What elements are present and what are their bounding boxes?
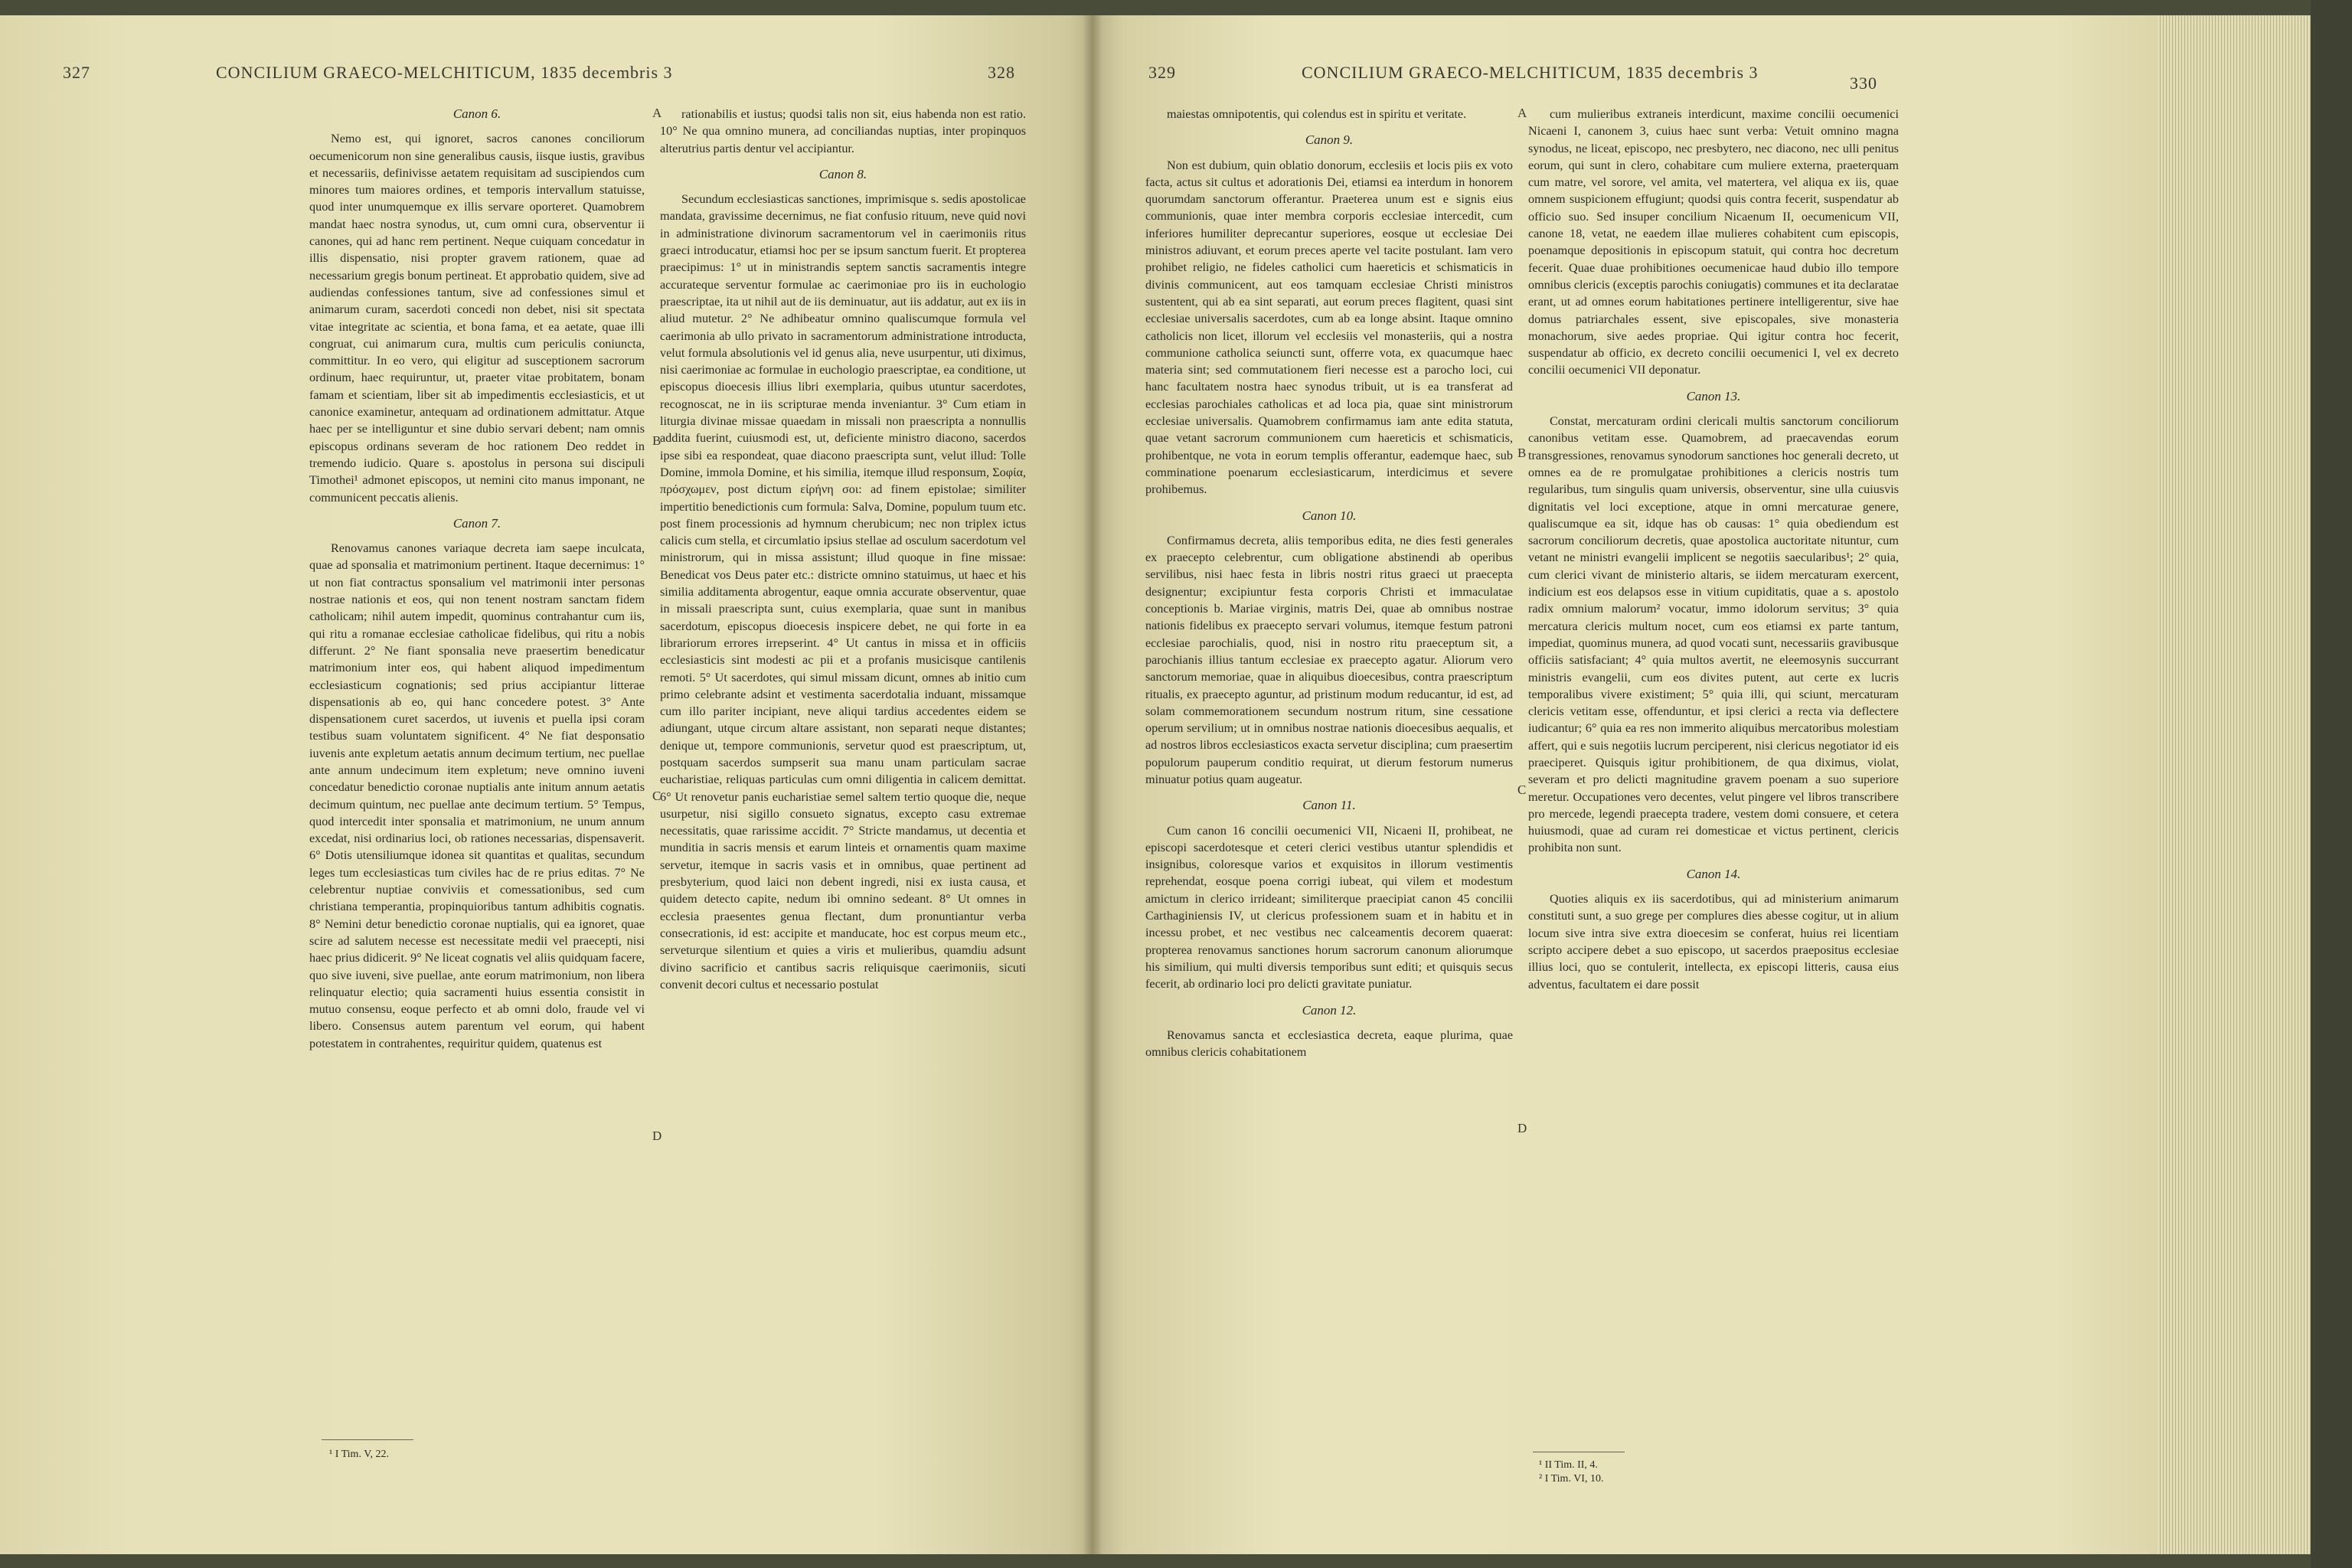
right-page-column-1 [1145,106,1513,1060]
margin-letter-b: B [1517,446,1527,460]
canon-paragraph: Confirmamus decreta, aliis temporibus edita, ne dies festi generales ex praecepto celebrentur, cum obligatione abstinendi ab operibus servilibus, nisi haec festa in libris nostri ritus graeci ut praecepta designentur; excipiuntur festa corporis Christi et immaculatae conceptionis b. Mariae virginis, matris Dei, quae ab omnibus nostrae nationis fidelibus ex praecepto servari volumus, itemque festum patroni ecclesiae parochialis, quod, nisi in nostro ritu praeceptum sit, a parochianis illius tantum ecclesiae ex praecepto agatur. Aliorum vero sanctorum memoriae, quae in aliquibus dioecesibus, contra praescriptum ritualis, ex praecepto aguntur, ad pristinum modum reducantur, id est, ad solam commemorationem secundum nostrum ritum, sine cessatione operum servilium; ut in omnibus nostrae nationis dioecesibus aequalis, et ad nostros libros ecclesiasticos exacta servetur disciplina; cum praesertim populorum pauperum conditio requirat, ut dierum festorum numerus minuatur potius quam augeatur. [1145,533,1513,786]
margin-letter-d: D [1517,1121,1527,1135]
margin-letter-a: A [1517,106,1527,120]
margin-letter-b: B [652,433,662,448]
canon-paragraph: cum mulieribus extraneis interdicunt, maxime concilii oecumenici Nicaeni I, canonem 3, cuius haec sunt verba: Vetuit omnino magna synodus, ne liceat, episcopo, nec presbytero, nec diacono, nec ulli penitus eorum, qui sunt in clero, cohabitare cum muliere externa, praeterquam cum matre, vel sorore, vel amita, vel matertera, vel aliqua ex iis, quae omnem suspicionem effugiunt; quodsi quis contra fecerit, suspendatur ab officio suo. Sed insuper concilium Nicaenum II, oecumenicum VII, canone 18, vetat, ne eaedem illae mulieres cohabitent cum episcopis, poenamque depositionis in episcopum statuit, qui contra hoc decretum fecerit. Quae duae prohibitiones oecumenicae haud dubio illo tempore omnibus clericis (exceptis parochis coniugatis) communes et ita declaratae erant, ut ad omnes eorum habitationes pertinere intelligerentur, sive hae domus patriarchales essent, sive episcopales, sive monasteria monachorum, sive aedes propriae. Qui igitur contra hoc fecerit, suspendatur ab officio, ex decreto concilii oecumenici I, vel ex decreto concilii oecumenici VII deponatur. [1528,107,1899,377]
footnote-rule [322,1439,413,1440]
canon-heading: Canon 8. [818,166,867,181]
canon-heading: Canon 10. [1302,508,1357,523]
canon-paragraph: Nemo est, qui ignoret, sacros canones conciliorum oecumenicorum non sine generalibus causis, iisque iustis, gravibus et necessariis, definivisse aetatem requisitam ad suscipiendos cum minores tum maiores ordines, et temporis intervallum statuisse, quod inter unumquemque ex illis servare oporteret. Quamobrem mandat haec nostra synodus, ut, cum omni cura, observentur ii canones, qui ad hanc rem pertinent. Neque cuiquam concedatur in illis dispensatio, nisi propter gravem rationem, quae ad necessarium gregis bonum pertineat. Et approbatio quidem, sive ad audiendas confessiones tantum, sive ad confessiones simul et animarum curam, sacerdoti concedi non debet, nisi sit spectata vitae integritate ac scientia, et bona fama, et ea aetate, quae illi congruat, cui animarum cura, multis cum periculis coniuncta, committitur. In eo vero, qui eligitur ad susceptionem sacrorum ordinum, haec requiruntur, ut, praeter vitae probitatem, bonam famam et scientiam, liber sit ab impedimentis ecclesiasticis, et ut canonice examinetur, antequam ad ordinationem admittatur. Atque haec per se intelliguntur et sine dubio servari debent; nam omnis episcopus ordinans severam de hoc rationem Deo reddet in tremendo iudicio. Quare s. apostolus in persona sui discipuli Timothei¹ admonet episcopos, ut nemini cito manus imponant, ne communicent peccatis alienis. [309,132,645,505]
footnote: ¹ I Tim. V, 22. [329,1449,389,1460]
page-number-330: 330 [1850,74,1877,93]
running-title: CONCILIUM GRAECO-MELCHITICUM, 1835 decembris 3 [1302,63,1759,82]
canon-paragraph: Renovamus canones variaque decreta iam saepe inculcata, quae ad sponsalia et matrimonium pertinent. Itaque decernimus: 1° ut non fiat contractus sponsalium vel matrimonii inter personas nostrae nationis et eos, qui non tenent nostram sanctam fidem catholicam; nihil autem impedit, quominus contrahantur cum iis, qui ritu a romanae ecclesiae catholicae fidelibus, qui ritu a nobis differunt. 2° Ne fiant sponsalia neve praesertim benedicatur matrimonium inter eos, qui habent aliquod impedimentum ecclesiasticum cognationis; sed prius accipiantur litterae dispensationis ab eo, qui hanc concedere potest. 3° Ante dispensationem curet sacerdos, ut iuvenis et puella ipsi coram testibus suam voluntatem significent. 4° Ne fiat desponsatio iuvenis ante expletum aetatis annum decimum tertium, nec puellae ante annum undecimum item expletum; neve omnino iuveni concedatur benedictio coronae nuptialis ante initum annum aetatis decimum quintum, nec puellae ante decimum tertium. 5° Tempus, quod intercedit inter sponsalia et matrimonium, ne unum annum excedat, nisi ordinarius loci, ob rationes necessarias, dispensaverit. 6° Dotis utensiliumque idonea sit quantitas et qualitas, secundum leges tum ecclesiasticas tum civiles hac de re prius editas. 7° Ne celebrentur nuptiae conviviis et comessationibus, sed cum christiana temperantia, propinquioribus tantum adhibitis cognatis. 8° Nemini detur benedictio coronae nuptialis, qui ea ignoret, quae scire ad salutem necesse est necessitate medii vel praecepti, nisi haec prius didicerit. 9° Ne liceat cognatis vel aliis quidquam facere, quo sive iuveni, sive puellae, ante eorum matrimonium, non libera relinquatur electio; quia sacramenti huius essentia consistit in mutuo consensu, eoque perfecto et ab omni dolo, fraude vel vi libero. Consensus autem parentum vel eorum, qui habent potestatem in contrahentes, requiritur quidem, quatenus est [309,541,645,1050]
margin-letter-d: D [652,1129,662,1143]
canon-paragraph: Secundum ecclesiasticas sanctiones, imprimisque s. sedis apostolicae mandata, gravissime decernimus, ne fiat confusio rituum, neve quid novi in administratione divinorum sacramentorum vel in caerimoniis ritus graeci introducatur, etiamsi hoc per se ipsum sanctum fuerit. Et propterea praecipimus: 1° ut in ministrandis septem sanctis sacramentis integre accurateque serventur formulae ac caerimoniae pro iis in euchologio praescriptae, ita ut nihil aut de iis deminuatur, aut iis addatur, aut ex iis in aliud mutetur. 2° Ne adhibeatur omnino qualiscumque formula vel caerimonia ab ullo privato in sacramentorum administratione introducta, velut formula absolutionis vel id genus alia, neve usurpentur, uti diximus, nisi caerimoniae ac formulae in euchologio praescriptae, ea conditione, ut episcopus dioecesis illius libri exemplaria, quibus utuntur sacerdotes, recognoscat, ne in iis scripturae menda inveniantur. 3° Cum etiam in liturgia divinae missae quaedam in missali non praescripta a nonnullis addita fuerint, cuiusmodi est, ut, deficiente ministro diacono, sacerdos ipse sibi ea respondeat, quae diacono praescripta sunt, velut illud: Tolle Domine, immola Domine, et his similia, itemque illud responsum, Σοφία, πρόσχωμεν, post dictum εἰρήνη σοι: ad finem epistolae; similiter impertitio benedictionis cum formula: Salva, Domine, populum tuum etc. post finem processionis ad hymnum cherubicum; nec non triplex ictus calicis cum stella, et circumlatio ipsius stellae ad osculum sacerdotum vel ministrorum, qui in missa assistunt; illud quoque in fine missae: Benedicat vos Deus pater etc.: districte omnino statuimus, ut haec et his similia additamenta abrogentur, eaque omnia accurate observentur, quae in missali praescripta sunt, cuius exemplaria, quae sunt in manibus sacerdotum, episcopus dioecesis inspicere debet, ne qui forte in ea librariorum errores irrepserint. 4° Ut cantus in missa et in officiis ecclesiasticis sint modesti ac pii et a profanis musicisque cantilenis remoti. 5° Ut sacerdotes, qui simul missam dicunt, omnes ab initio cum primo celebrante adsint et vestimenta sacerdotalia induant, missamque cum illo pariter incipiant, neve aliqui tardius accedentes eidem se adiungant, utque circum altare assistant, non separati neque distantes; denique ut, tempore communionis, servetur quod est praescriptum, ut, postquam sacerdos sumpserit sua manu unam particulam sacrae eucharistiae, reliquas particulas cum omni diligentia in calicem demittat. 6° Ut renovetur panis eucharistiae semel saltem tertio quoque die, neque usurpetur, nisi sigillo consueto signatus, excepto casu extremae necessitatis, quae rarissime accidit. 7° Stricte mandamus, ut decentia et munditia in sacris mensis et earum linteis et ornamentis quam maxime servetur, itemque in sacris vasis et in omnibus, quae pertinent ad presbyterium, quod laici non debent ingredi, nisi ex iusta causa, et quidem detecto capite, nedum ibi omnino sedeant. 8° Ut omnes in ecclesia praesentes genua flectant, dum pronuntiantur verba consecrationis, id est: accipite et manducate, hoc est corpus meum etc., serveturque silentium et quies a viris et mulieribus, quamdiu adsunt divino sacrificio et cantibus sacris reliquisque caerimoniis, sicuti convenit decori cultus et necessario postulat [660,192,1026,991]
canon-heading: Canon 11. [1302,798,1356,813]
page-number-327: 327 [63,63,90,82]
margin-letter-c: C [1517,782,1527,797]
canon-heading: Canon 12. [1302,1002,1357,1018]
margin-letter-c: C [652,789,662,803]
page-number-328: 328 [988,63,1015,82]
page-edges [2158,15,2311,1554]
left-page-column-2 [660,106,1026,993]
canon-heading: Canon 9. [1305,132,1354,148]
footnote: ¹ II Tim. II, 4. [1539,1459,1598,1471]
page-number-329: 329 [1148,63,1176,82]
running-title: CONCILIUM GRAECO-MELCHITICUM, 1835 decembris 3 [216,63,673,82]
right-page-column-2 [1528,106,1899,993]
canon-paragraph: Renovamus sancta et ecclesiastica decreta, eaque plurima, quae omnibus clericis cohabitationem [1145,1027,1513,1060]
footnote: ² I Tim. VI, 10. [1539,1473,1604,1485]
canon-paragraph: Quoties aliquis ex iis sacerdotibus, qui ad ministerium animarum constituti sunt, a suo grege per complures dies abesse cogitur, ut in alium locum sive intra sive extra dioecesim se conferat, huius rei licentiam scripto accipere debet a suo episcopo, ut sacerdos praepositus ecclesiae illius loci, quo se contulerit, intellecta, ex episcopi litteris, causa eius adventus, facultatem ei dare possit [1528,892,1899,991]
canon-paragraph: maiestas omnipotentis, qui colendus est in spiritu et veritate. [1167,107,1467,121]
canon-paragraph: Constat, mercaturam ordini clericali multis sanctorum conciliorum canonibus vetitam esse. Quamobrem, ad praecavendas eorum transgressiones, renovamus synodorum sanctiones hoc generali decreto, ut omnes ea de re promulgatae prohibitiones a clericis nostris tum regularibus, tum singulis quam universis, observentur, sine ulla cuiusvis dignitatis vel loci exceptione, atque in omni mercaturae genere, qualiscumque ea sit, idque has ob causas: 1° quia obediendum est sacrorum conciliorum decretis, quae apostolica auctoritate nituntur, cum vetant ne ministri evangelii implicent se negotiis saecularibus¹; 2° quia, cum clerici vivant de ministerio altaris, se iidem mercaturam exercent, indicium est eos delapsos esse in vitium cupiditatis, quae a s. apostolo radix omnium malorum² vocatur, immo idolorum servitus; 3° quia mercatura clericis multum nocet, cum eos etiamsi ex parte tantum, impediat, quominus munera, ad quod vocati sunt, necessariis gravibusque officiis satisfaciant; 4° quia multos avertit, ne eleemosynis succurrant ministris evangelii, cum eos divites putent, aut certe ex lucris temporalibus vivere existiment; 5° quia illi, qui sciunt, mercaturam clericis vetitam esse, offenduntur, et ipsi clerici a recta via deflectere iudicantur; 6° quia ea res non immerito aliquibus mercatoribus molestiam affert, qui e suis negotiis lucrum perciperent, nisi clericus negotiator id eis praeciperet. Quisquis igitur prohibitionem, de qua diximus, violat, severam et pro delicti magnitudine gravem poenam a suo superiore meretur. Occupationes vero decentes, velut pingere vel libros transcribere pro mercede, legendi praecepta tradere, vestem domi consuere, et cetera huiusmodi, quae ad curam rei domesticae et victus pertinent, clericis prohibita non sunt. [1528,414,1899,855]
canon-heading: Canon 14. [1686,866,1741,881]
book-gutter [1083,15,1102,1554]
left-page-column-1 [309,106,645,1052]
canon-paragraph: Cum canon 16 concilii oecumenici VII, Nicaeni II, prohibeat, ne episcopi sacerdotesque et ceteri clerici vestibus utantur splendidis et insignibus, coloresque varios et exquisitos in illorum vestimentis reprehendat, eosque poena corrigi iubeat, qui vilem et modestum amictum in clerico irrideant; similiterque praecipiat canon 45 concilii Carthaginiensis IV, ut clericus professionem suam et in habitu et in incessu probet, et nec vestibus nec calceamentis decorem quaerat: propterea renovamus sanctiones horum sacrorum canonum aliorumque his similium, qui multi diversis temporibus sunt editi; et quisquis secus fecerit, ab ordinario loci pro delicti gravitate puniatur. [1145,823,1513,991]
canon-paragraph: rationabilis et iustus; quodsi talis non sit, eius habenda non est ratio. 10° Ne qua omnino munera, ad conciliandas nuptias, inter propinquos alterutrius partis dentur vel accipiantur. [660,107,1026,155]
book-spine [2311,0,2352,1568]
canon-heading: Canon 6. [452,106,501,121]
margin-letter-a: A [652,106,662,120]
canon-paragraph: Non est dubium, quin oblatio donorum, ecclesiis et locis piis ex voto facta, actus sit cultus et adorationis Dei, etiamsi ea interdum in honorem quorumdam sanctorum offerantur. Praeterea unum est e signis eius communionis, quae inter membra corporis ecclesiae intercedit, cum inferiores humiliter deprecantur superiores, eosque ut ecclesiae Dei ministros adiuvant, et eorum preces aperte vel tacite postulant. Iam vero prohibet religio, ne fideles catholici cum haereticis et schismaticis in divinis communicent, aut eos tamquam ecclesiae Christi ministros sustentent, qui ab ea sint separati, aut eorum preces flagitent, quasi sint ecclesiae universalis sacerdotes, cum ab ea longe absint. Itaque omnino catholicis non licet, illorum vel ecclesiis vel monasteriis, qui a nostra communione catholica seiuncti sunt, offerre vota, ex quacumque haec materia sint; sed commutationem fieri necesse est a parocho loci, cui hanc facultatem nostra haec synodus tribuit, ut is ea transferat ad ecclesias parochiales catholicas et ad loca pia, quae sint ministrorum ecclesiae universalis. Quamobrem confirmamus iam ante edita statuta, quae vetant sacrorum communionem cum haereticis et schismaticis, prohibentque, ne vota in eorum templis offerantur, eademque haec, sub comminatione poenarum ecclesiasticarum, interdicimus et severe prohibemus. [1145,158,1513,497]
canon-heading: Canon 7. [452,515,501,531]
canon-heading: Canon 13. [1686,388,1741,403]
